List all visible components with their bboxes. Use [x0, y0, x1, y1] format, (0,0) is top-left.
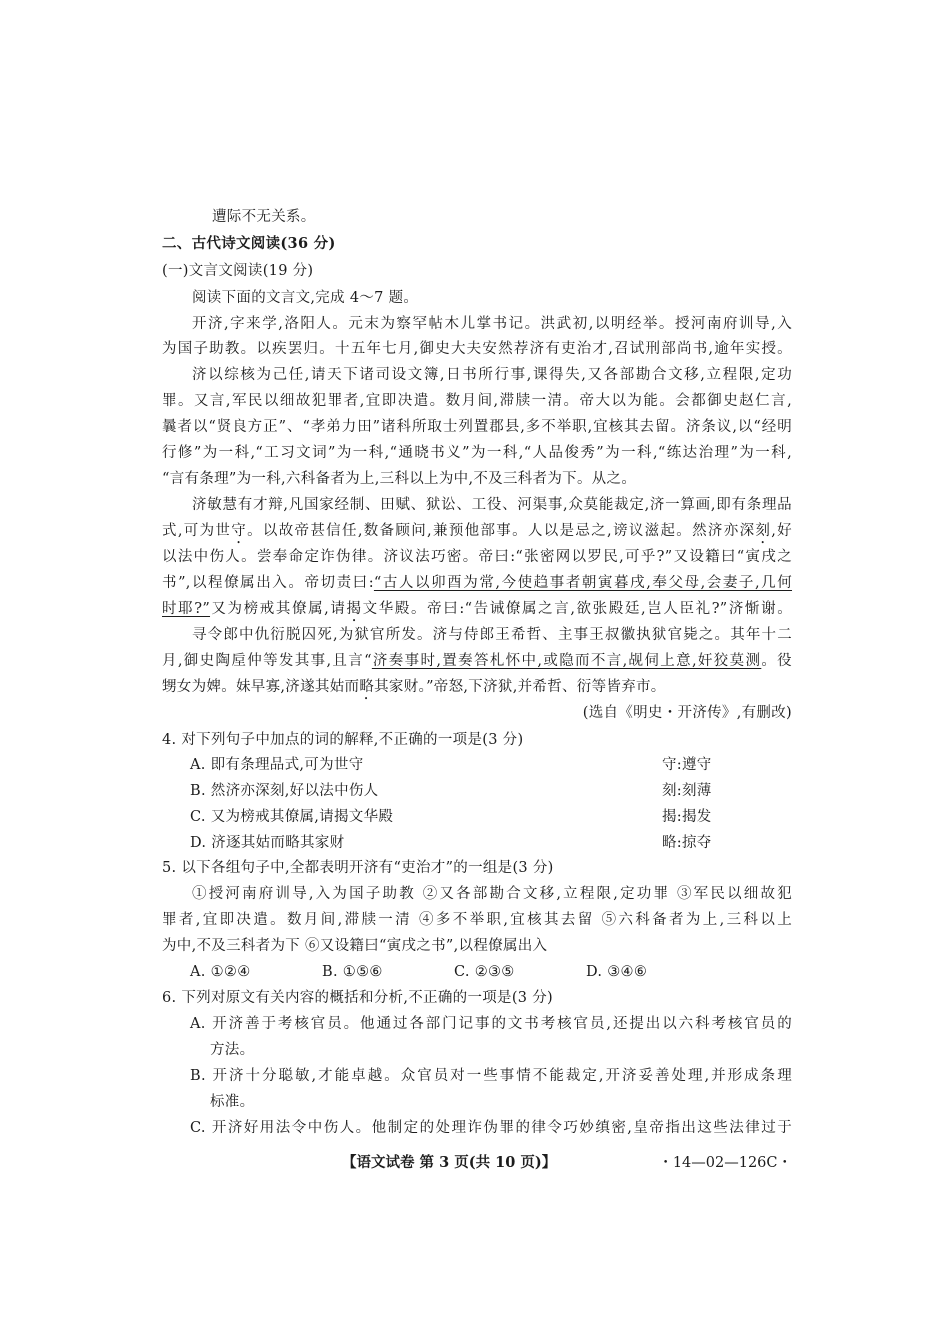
- question-6-option-a: A. 开济善于考核官员。他通过各部门记事的文书考核官员,还提出以六科考核官员的: [190, 1016, 792, 1032]
- intro-tail: 遭际不无关系。: [212, 209, 316, 225]
- dotted-word: 揭: [346, 601, 363, 617]
- passage-line: 为国子助教。以疾罢归。十五年七月,御史大夫安然荐济有吏治才,召试刑部尚书,逾年实授。: [162, 341, 792, 357]
- choice-a: A. ①②④: [190, 964, 251, 980]
- question-4-option: B. 然济亦深刻,好以法中伤人 刻:刻薄: [190, 783, 712, 799]
- passage-line: 时耶?”又为榜戒其僚属,请揭文华殿。帝曰:“告诫僚属之言,欲张殿廷,岂人臣礼?”济惭谢。: [162, 601, 792, 617]
- passage-line: 寻令郎中仇衍脱囚死,为狱官所发。济与侍郎王希哲、主事王叔徽执狱官毙之。其年十二: [192, 627, 792, 643]
- question-4-option: C. 又为榜戒其僚属,请揭文华殿 揭:揭发: [190, 809, 712, 825]
- footer-page-label: 【语文试卷 第 3 页(共 10 页)】: [342, 1154, 557, 1171]
- passage-line: 开济,字来学,洛阳人。元末为察罕帖木儿掌书记。洪武初,以明经举。授河南府训导,入: [192, 316, 792, 332]
- question-5-stem: 5. 以下各组句子中,全都表明开济有“吏治才”的一组是(3 分): [162, 860, 554, 876]
- choice-c: C. ②③⑤: [454, 964, 515, 980]
- passage-line: 甥女为婢。妹早寡,济遂其姑而略其家财。”帝怒,下济狱,并希哲、衍等皆弃市。: [162, 679, 666, 695]
- question-6-stem: 6. 下列对原文有关内容的概括和分析,不正确的一项是(3 分): [162, 990, 553, 1006]
- question-4-option: D. 济逐其姑而略其家财 略:掠夺: [190, 835, 712, 851]
- footer-code: ・14—02—126C・: [658, 1155, 792, 1171]
- dotted-word: 刻: [755, 523, 772, 539]
- passage-line: 式,可为世守。以故帝甚信任,数备顾问,兼预他部事。人以是忌之,谤议滋起。然济亦深刻,好: [162, 523, 792, 539]
- question-4-stem: 4. 对下列句子中加点的词的解释,不正确的一项是(3 分): [162, 732, 524, 748]
- passage-line: 以法中伤人。尝奉命定诈伪律。济议法巧密。帝曰:“张密网以罗民,可乎?”又设籍曰“寅戌之: [162, 549, 792, 565]
- dotted-word: 略: [359, 679, 375, 695]
- passage-line: 月,御史陶垕仲等发其事,且言“济奏事时,置奏答札怀中,或隐而不言,觇伺上意,奸狡莫测。役: [162, 653, 792, 669]
- passage-line: 书”,以程僚属出入。帝切责曰:“古人以卯酉为常,今使趋事者朝寅暮戌,奉父母,会妻子,几何: [162, 575, 793, 591]
- passage-line: 曩者以“贤良方正”、“孝弟力田”诸科所取士列置郡县,多不举职,宜核其去留。济条议,以“经明: [162, 419, 792, 435]
- question-6-option-b-cont: 标准。: [210, 1094, 255, 1110]
- question-6-option-a-cont: 方法。: [210, 1042, 255, 1058]
- subsection-title: (一)文言文阅读(19 分): [162, 263, 314, 279]
- question-5-items: 为中,不及三科者为下 ⑥又设籍曰“寅戌之书”,以程僚属出入: [162, 938, 548, 954]
- underlined-sentence: “古人以卯酉为常,今使趋事者朝寅暮戌,奉父母,会妻子,几何: [373, 575, 793, 591]
- question-4-option: A. 即有条理品式,可为世守 守:遵守: [190, 757, 712, 773]
- question-5-items: ①授河南府训导,入为国子助教 ②又各部勘合文移,立程限,定功罪 ③军民以细故犯: [192, 886, 792, 902]
- dotted-word: 守: [231, 523, 248, 539]
- passage-line: 济以综核为己任,请天下诸司设文簿,日书所行事,课得失,又各部勘合文移,立程限,定功: [192, 367, 792, 383]
- choice-b: B. ①⑤⑥: [322, 964, 383, 980]
- passage-line: 罪。又言,军民以细故犯罪者,宜即决遣。数月间,滞牍一清。帝大以为能。会都御史赵仁言,: [162, 393, 792, 409]
- question-6-option-c: C. 开济好用法令中伤人。他制定的处理诈伪罪的律令巧妙缜密,皇帝指出这些法律过于: [190, 1120, 792, 1136]
- instruction: 阅读下面的文言文,完成 4～7 题。: [192, 290, 419, 306]
- choice-d: D. ③④⑥: [586, 964, 648, 980]
- underlined-sentence: 济奏事时,置奏答札怀中,或隐而不言,觇伺上意,奸狡莫测: [371, 653, 762, 669]
- passage-line: “言有条理”为一科,六科备者为上,三科以上为中,不及三科者为下。从之。: [162, 471, 637, 487]
- question-5-choices: [190, 962, 792, 982]
- passage-line: 行修”为一科,“工习文词”为一科,“通晓书义”为一科,“人品俊秀”为一科,“练达治理”为一科,: [162, 445, 792, 461]
- underlined-sentence: 时耶?”: [162, 601, 211, 617]
- question-5-items: 罪者,宜即决遣。数月间,滞牍一清 ④多不举职,宜核其去留 ⑤六科备者为上,三科以上: [162, 912, 792, 928]
- section-title: 二、古代诗文阅读(36 分): [162, 235, 336, 252]
- passage-line: 济敏慧有才辩,凡国家经制、田赋、狱讼、工役、河渠事,众莫能裁定,济一算画,即有条理品: [192, 497, 792, 513]
- question-6-option-b: B. 开济十分聪敏,才能卓越。众官员对一些事情不能裁定,开济妥善处理,并形成条理: [190, 1068, 792, 1084]
- source-citation: (选自《明史・开济传》,有删改): [582, 705, 792, 721]
